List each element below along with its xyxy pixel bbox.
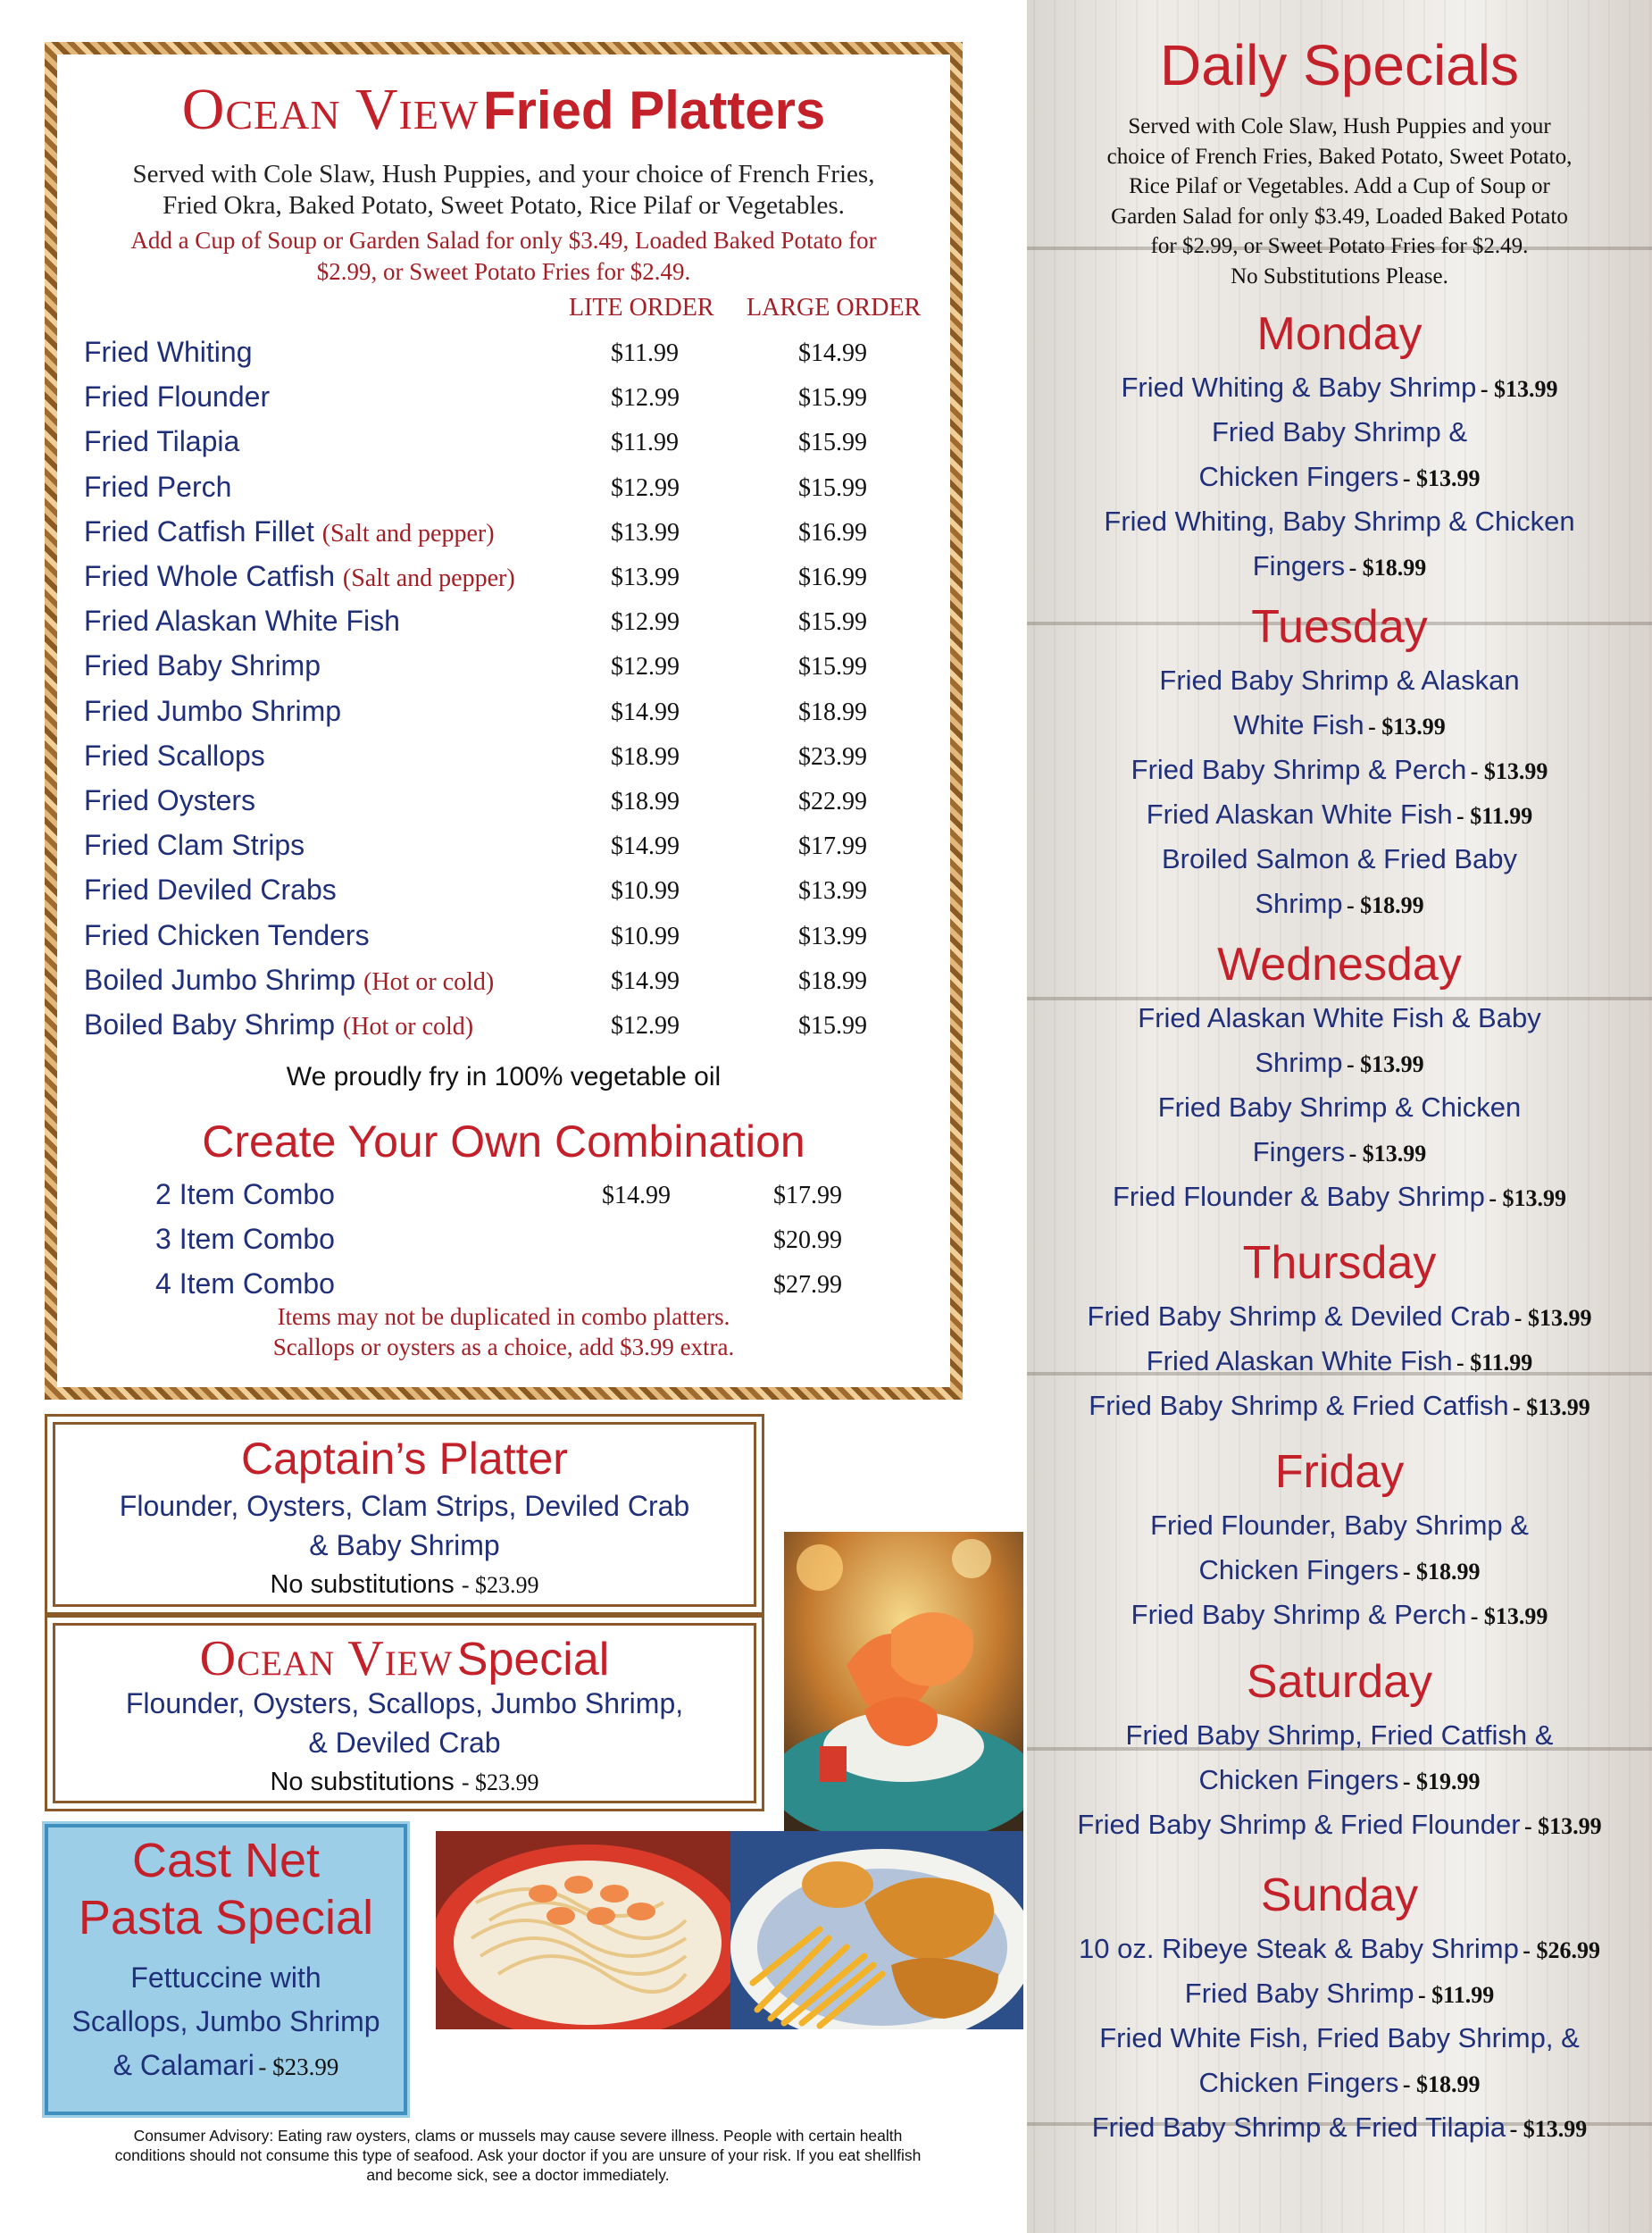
special-line-price: - $19.99 xyxy=(1402,1769,1481,1794)
platter-item-large-price: $17.99 xyxy=(798,832,867,861)
special-line xyxy=(1027,1300,1652,1333)
platter-item-label: Fried Chicken Tenders xyxy=(84,918,370,951)
castnet-line3: & Calamari xyxy=(113,2049,254,2081)
platter-item-label: Fried Clam Strips xyxy=(84,829,305,862)
platter-item-label: Fried Tilapia xyxy=(84,425,240,458)
captains-title: Captain’s Platter xyxy=(241,1434,568,1484)
special-line-text: Fried Baby Shrimp & Fried Flounder xyxy=(1077,1809,1521,1840)
special-line xyxy=(1027,665,1652,697)
fried-fish-photo xyxy=(730,1831,1023,2029)
pasta-photo xyxy=(436,1831,730,2029)
special-line xyxy=(1027,843,1652,875)
platter-item-label: Fried Oysters xyxy=(84,784,256,816)
platter-item-large-price: $16.99 xyxy=(798,518,867,547)
special-line xyxy=(1027,372,1652,404)
special-line-text: Fried Baby Shrimp & xyxy=(1212,416,1467,447)
special-line xyxy=(1027,754,1652,786)
col-head-lite: LITE ORDER xyxy=(569,294,714,322)
special-line xyxy=(1027,709,1652,741)
special-line-text: Fried Baby Shrimp & Perch xyxy=(1131,754,1467,785)
platter-item-name xyxy=(84,829,305,862)
special-line xyxy=(1027,506,1652,538)
special-line-text: Fried Alaskan White Fish & Baby xyxy=(1138,1002,1541,1033)
platter-item-large-price: $14.99 xyxy=(798,339,867,367)
platter-item-label: Fried Deviled Crabs xyxy=(84,874,337,907)
platter-item-lite-price: $11.99 xyxy=(611,429,679,457)
special-line-price: - $11.99 xyxy=(1417,1982,1495,2008)
castnet-line1: Fettuccine with xyxy=(130,1961,321,1994)
special-line xyxy=(1027,888,1652,920)
platter-item-lite-price: $12.99 xyxy=(611,384,680,413)
castnet-line2: Scallops, Jumbo Shrimp xyxy=(71,2005,380,2037)
castnet-title1: Cast Net xyxy=(131,1834,321,1887)
specials-intro-line: No Substitutions Please. xyxy=(1231,263,1448,289)
platter-item-name xyxy=(84,874,337,907)
platter-item-label: Boiled Jumbo Shrimp xyxy=(84,963,356,996)
special-line-text: Broiled Salmon & Fried Baby xyxy=(1161,843,1518,874)
special-line-price: - $26.99 xyxy=(1523,1937,1600,1963)
special-line-text: Fried Baby Shrimp & Alaskan xyxy=(1159,665,1520,696)
platter-item-name xyxy=(84,649,321,682)
special-line xyxy=(1027,1719,1652,1752)
special-line-price: - $18.99 xyxy=(1346,892,1424,918)
oil-note: We proudly fry in 100% vegetable oil xyxy=(286,1062,722,1091)
ov-special-nosub xyxy=(47,1768,762,1797)
platters-title-text: Fried Platters xyxy=(482,80,826,140)
platter-item-label: Boiled Baby Shrimp xyxy=(84,1008,336,1041)
platter-item-lite-price: $11.99 xyxy=(611,339,679,367)
day-title-friday: Friday xyxy=(1274,1446,1405,1498)
platter-item-row xyxy=(57,740,950,784)
platters-intro-line1: Served with Cole Slaw, Hush Puppies, and your choice of French Fries, xyxy=(132,160,875,188)
platter-item-lite-price: $12.99 xyxy=(611,653,680,682)
captains-platter-box xyxy=(45,1414,764,1615)
special-line-price: - $13.99 xyxy=(1348,1141,1427,1167)
platter-item-large-price: $16.99 xyxy=(798,564,867,591)
platter-item-lite-price: $12.99 xyxy=(611,473,680,502)
cast-net-box xyxy=(45,1824,407,2115)
combo-row xyxy=(57,1223,950,1267)
combo-note1: Items may not be duplicated in combo platters. xyxy=(277,1303,730,1330)
captains-line1: Flounder, Oysters, Clam Strips, Deviled Crab xyxy=(119,1490,690,1522)
special-line-text: Fried Whiting & Baby Shrimp xyxy=(1121,372,1477,403)
special-line-text: Fried Baby Shrimp xyxy=(1184,1978,1414,2009)
special-line-price: - $13.99 xyxy=(1346,1051,1424,1077)
special-line-price: - $13.99 xyxy=(1489,1185,1567,1211)
special-line-price: - $13.99 xyxy=(1523,1813,1602,1839)
combo-name: 3 Item Combo xyxy=(155,1223,335,1255)
special-line xyxy=(1027,1345,1652,1377)
platter-item-name xyxy=(84,381,270,414)
ocean-view-special-box xyxy=(45,1615,764,1811)
platter-item-name xyxy=(84,560,515,593)
day-title-tuesday: Tuesday xyxy=(1251,601,1428,653)
platter-item-label: Fried Catfish Fillet xyxy=(84,514,314,548)
specials-intro-line: Garden Salad for only $3.49, Loaded Baked Potato xyxy=(1111,204,1568,229)
platter-item-label: Fried Baby Shrimp xyxy=(84,649,321,682)
special-line-price: - $13.99 xyxy=(1514,1305,1592,1331)
special-line-text: Shrimp xyxy=(1255,1047,1343,1078)
platter-item-note: (Salt and pepper) xyxy=(321,519,495,548)
special-line xyxy=(1027,461,1652,493)
combo-name: 2 Item Combo xyxy=(155,1178,335,1210)
special-line-text: 10 oz. Ribeye Steak & Baby Shrimp xyxy=(1079,1933,1519,1964)
specials-intro-line: Served with Cole Slaw, Hush Puppies and your xyxy=(1128,114,1551,138)
platter-item-large-price: $18.99 xyxy=(798,698,867,726)
special-line-text: Fried Whiting, Baby Shrimp & Chicken xyxy=(1104,506,1575,537)
special-line xyxy=(1027,550,1652,582)
day-title-saturday: Saturday xyxy=(1246,1656,1433,1708)
platter-item-name xyxy=(84,1008,473,1041)
platter-item-row xyxy=(57,874,950,918)
platter-item-name xyxy=(84,919,370,952)
special-line xyxy=(1027,1554,1652,1586)
platter-item-name xyxy=(84,784,255,817)
special-line-price: - $13.99 xyxy=(1470,758,1548,784)
ov-special-title xyxy=(47,1630,762,1687)
combo-row xyxy=(57,1178,950,1223)
platter-item-name xyxy=(84,740,265,773)
platter-item-large-price: $13.99 xyxy=(798,877,867,906)
special-line-text: Chicken Fingers xyxy=(1198,2067,1399,2098)
day-title-thursday: Thursday xyxy=(1242,1237,1437,1289)
special-line xyxy=(1027,1599,1652,1631)
special-line-text: Fried Flounder, Baby Shrimp & xyxy=(1150,1510,1529,1541)
platter-item-lite-price: $13.99 xyxy=(611,518,680,547)
special-line-text: Fried Alaskan White Fish xyxy=(1146,1345,1453,1376)
special-line-text: Fried Baby Shrimp & Chicken xyxy=(1157,1091,1522,1123)
ov-special-nosub-label: No substitutions xyxy=(270,1768,455,1796)
platter-item-row xyxy=(57,515,950,560)
advisory-line2: conditions should not consume this type of seafood. Ask your doctor if you are unsure of your risk. If you eat shellfish xyxy=(114,2146,922,2164)
combo-large-price: $27.99 xyxy=(773,1271,842,1299)
platters-addon-line2: $2.99, or Sweet Potato Fries for $2.49. xyxy=(316,258,691,285)
special-line-text: Fried Baby Shrimp & Fried Tilapia xyxy=(1091,2112,1506,2143)
platter-item-lite-price: $12.99 xyxy=(611,608,680,637)
platters-title xyxy=(57,76,950,144)
special-line-price: - $13.99 xyxy=(1470,1603,1548,1629)
platter-item-note: (Hot or cold) xyxy=(342,1013,474,1041)
platter-item-lite-price: $10.99 xyxy=(611,922,680,950)
shrimp-cocktail-photo xyxy=(784,1532,1023,1831)
platter-item-name xyxy=(84,336,253,369)
platter-item-row xyxy=(57,471,950,515)
special-line xyxy=(1027,1390,1652,1422)
platter-item-row xyxy=(57,784,950,829)
advisory-line1: Consumer Advisory: Eating raw oysters, clams or mussels may cause severe illness. People with certain health xyxy=(133,2127,903,2145)
platters-brand: Ocean View xyxy=(181,77,480,142)
ov-special-line1: Flounder, Oysters, Scallops, Jumbo Shrimp, xyxy=(125,1687,684,1719)
castnet-price: - $23.99 xyxy=(258,2053,339,2080)
platter-item-lite-price: $14.99 xyxy=(611,966,680,995)
special-line-price: - $11.99 xyxy=(1456,803,1533,829)
ov-special-price: - $23.99 xyxy=(461,1769,539,1795)
special-line-text: Fried Baby Shrimp & Perch xyxy=(1131,1599,1467,1630)
platter-item-label: Fried Jumbo Shrimp xyxy=(84,694,342,727)
combo-lite-price: $14.99 xyxy=(602,1182,671,1209)
platters-intro-line2: Fried Okra, Baked Potato, Sweet Potato, Rice Pilaf or Vegetables. xyxy=(163,191,845,220)
daily-specials-panel xyxy=(1027,0,1652,2233)
special-line-text: Fingers xyxy=(1252,550,1346,581)
platter-item-label: Fried Alaskan White Fish xyxy=(84,605,400,638)
platter-item-name xyxy=(84,471,231,504)
fried-platters-box xyxy=(45,42,963,1400)
day-title-wednesday: Wednesday xyxy=(1217,939,1462,991)
platter-item-label: Fried Whiting xyxy=(84,336,253,368)
specials-intro-line: choice of French Fries, Baked Potato, Sweet Potato, xyxy=(1106,144,1573,169)
special-line-price: - $13.99 xyxy=(1509,2116,1588,2142)
platter-item-large-price: $15.99 xyxy=(798,384,867,413)
platter-item-lite-price: $13.99 xyxy=(611,564,680,591)
platter-item-label: Fried Perch xyxy=(84,470,232,503)
captains-nosub xyxy=(47,1570,762,1600)
specials-intro-line: for $2.99, or Sweet Potato Fries for $2.49. xyxy=(1150,234,1529,258)
platter-item-label: Fried Flounder xyxy=(84,381,271,414)
combo-large-price: $17.99 xyxy=(773,1182,842,1209)
platter-item-row xyxy=(57,560,950,605)
platter-item-label: Fried Scallops xyxy=(84,739,265,772)
ov-special-line2: & Deviled Crab xyxy=(308,1727,501,1759)
special-line-price: - $13.99 xyxy=(1480,376,1558,402)
platter-item-row xyxy=(57,649,950,694)
special-line-text: Chicken Fingers xyxy=(1198,461,1399,492)
special-line xyxy=(1027,1764,1652,1796)
special-line-text: Fingers xyxy=(1252,1136,1346,1167)
platter-item-label: Fried Whole Catfish xyxy=(84,560,335,592)
platter-item-row xyxy=(57,964,950,1008)
consumer-advisory xyxy=(27,2126,1009,2185)
ov-special-brand: Ocean View xyxy=(199,1631,454,1686)
special-line xyxy=(1027,1510,1652,1542)
platter-item-name xyxy=(84,964,494,997)
special-line xyxy=(1027,1809,1652,1841)
special-line xyxy=(1027,1181,1652,1213)
ov-special-title-text: Special xyxy=(456,1634,610,1685)
platter-item-lite-price: $12.99 xyxy=(611,1012,680,1040)
col-head-large: LARGE ORDER xyxy=(747,294,922,322)
day-title-monday: Monday xyxy=(1256,308,1423,360)
combo-name: 4 Item Combo xyxy=(155,1267,335,1300)
special-line xyxy=(1027,2067,1652,2099)
special-line-price: - $18.99 xyxy=(1348,555,1427,581)
platter-item-note: (Salt and pepper) xyxy=(342,565,515,592)
special-line-price: - $18.99 xyxy=(1402,2071,1481,2097)
special-line xyxy=(1027,1978,1652,2010)
platter-item-row xyxy=(57,919,950,964)
special-line xyxy=(1027,416,1652,448)
special-line xyxy=(1027,1136,1652,1168)
special-line xyxy=(1027,1933,1652,1965)
special-line xyxy=(1027,2022,1652,2054)
platter-item-name xyxy=(84,695,341,728)
castnet-line3-row xyxy=(48,2049,404,2082)
platter-item-row xyxy=(57,829,950,874)
platter-item-lite-price: $14.99 xyxy=(611,698,680,726)
special-line-text: Fried Baby Shrimp, Fried Catfish & xyxy=(1125,1719,1554,1751)
special-line-text: Fried White Fish, Fried Baby Shrimp, & xyxy=(1099,2022,1580,2053)
platters-addon-line1: Add a Cup of Soup or Garden Salad for only $3.49, Loaded Baked Potato for xyxy=(130,227,877,254)
platter-item-lite-price: $10.99 xyxy=(611,877,680,906)
platter-item-row xyxy=(57,336,950,381)
special-line-text: Fried Baby Shrimp & Fried Catfish xyxy=(1089,1390,1509,1421)
platter-item-lite-price: $18.99 xyxy=(611,788,680,815)
daily-specials-title: Daily Specials xyxy=(1160,33,1519,97)
platter-item-row xyxy=(57,1008,950,1053)
special-line xyxy=(1027,799,1652,831)
special-line-price: - $18.99 xyxy=(1402,1559,1481,1585)
special-line-text: Fried Flounder & Baby Shrimp xyxy=(1112,1181,1485,1212)
specials-intro-line: Rice Pilaf or Vegetables. Add a Cup of Soup or xyxy=(1129,174,1550,198)
special-line-text: Chicken Fingers xyxy=(1198,1764,1399,1795)
special-line-price: - $13.99 xyxy=(1513,1394,1590,1420)
platter-item-large-price: $13.99 xyxy=(798,922,867,950)
combo-large-price: $20.99 xyxy=(773,1226,842,1254)
platter-item-large-price: $23.99 xyxy=(798,742,867,771)
platter-item-row xyxy=(57,425,950,470)
captains-nosub-label: No substitutions xyxy=(270,1570,455,1599)
platter-item-large-price: $15.99 xyxy=(798,1012,867,1040)
castnet-title2: Pasta Special xyxy=(78,1891,374,1944)
platter-item-large-price: $15.99 xyxy=(798,653,867,682)
combo-note2: Scallops or oysters as a choice, add $3.99 extra. xyxy=(272,1334,735,1360)
platter-item-large-price: $22.99 xyxy=(798,788,867,815)
platter-item-note: (Hot or cold) xyxy=(363,967,495,996)
platter-item-row xyxy=(57,605,950,649)
captains-price: - $23.99 xyxy=(461,1572,539,1598)
platter-item-name xyxy=(84,425,239,458)
platter-item-large-price: $15.99 xyxy=(798,429,867,457)
special-line-text: Fried Baby Shrimp & Deviled Crab xyxy=(1087,1300,1511,1332)
special-line xyxy=(1027,1047,1652,1079)
special-line-text: Chicken Fingers xyxy=(1198,1554,1399,1585)
platter-item-name xyxy=(84,515,495,548)
platter-item-large-price: $15.99 xyxy=(798,473,867,502)
platter-item-row xyxy=(57,695,950,740)
platter-item-lite-price: $18.99 xyxy=(611,742,680,771)
platter-item-large-price: $15.99 xyxy=(798,608,867,637)
platter-item-lite-price: $14.99 xyxy=(611,832,680,861)
special-line xyxy=(1027,2112,1652,2144)
special-line-text: White Fish xyxy=(1233,709,1364,740)
combo-title: Create Your Own Combination xyxy=(202,1116,805,1167)
special-line-text: Shrimp xyxy=(1255,888,1343,919)
special-line-text: Fried Alaskan White Fish xyxy=(1146,799,1453,830)
platter-item-large-price: $18.99 xyxy=(798,966,867,995)
advisory-line3: and become sick, see a doctor immediately. xyxy=(366,2166,670,2184)
captains-line2: & Baby Shrimp xyxy=(309,1529,500,1561)
special-line xyxy=(1027,1002,1652,1034)
platter-item-name xyxy=(84,605,400,638)
special-line xyxy=(1027,1091,1652,1124)
day-title-sunday: Sunday xyxy=(1260,1869,1419,1921)
special-line-price: - $13.99 xyxy=(1368,714,1446,740)
platter-item-row xyxy=(57,381,950,425)
special-line-price: - $13.99 xyxy=(1402,465,1481,491)
special-line-price: - $11.99 xyxy=(1456,1350,1533,1376)
